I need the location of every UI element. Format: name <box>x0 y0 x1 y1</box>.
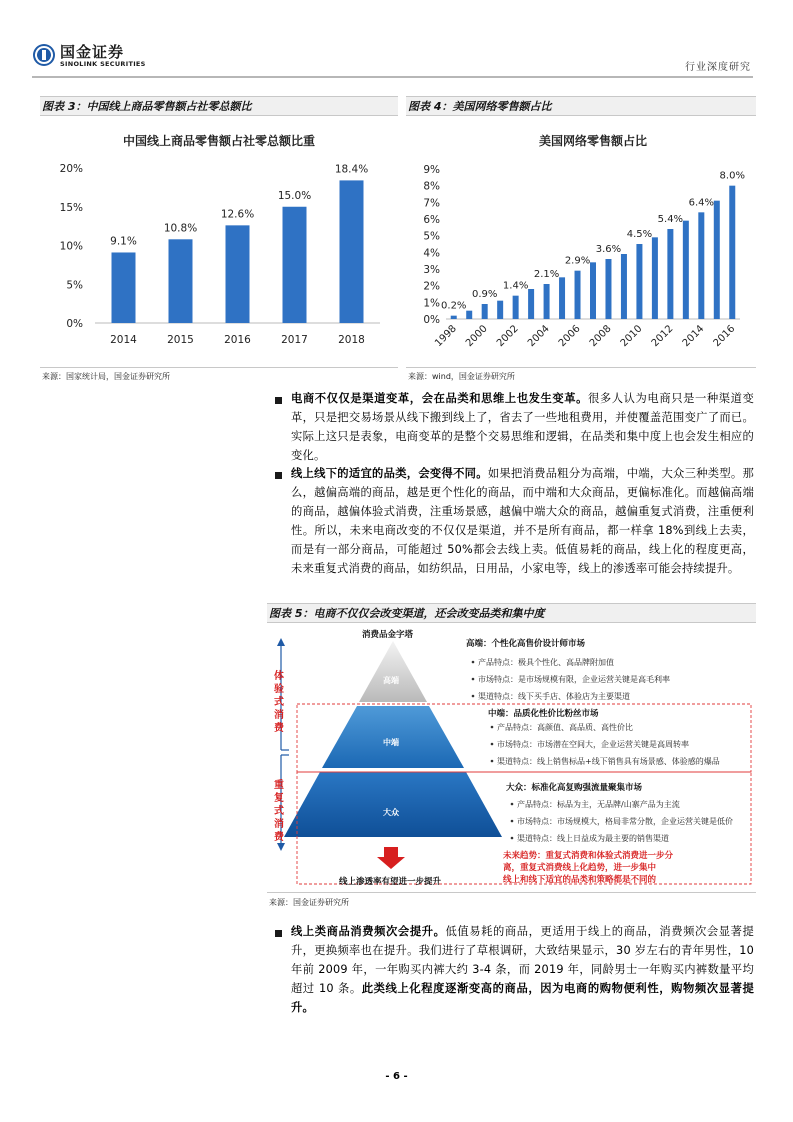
x-tick-label: 2008 <box>587 323 614 350</box>
y-tick-label: 15% <box>59 201 83 214</box>
figure5-caption: 图表 5：电商不仅仅会改变渠道，还会改变品类和集中度 <box>267 603 756 623</box>
mid-tier-heading: 中端：品质化性价比粉丝市场 <box>488 709 599 719</box>
bar <box>729 186 735 319</box>
data-label: 8.0% <box>719 170 745 182</box>
bar <box>544 284 550 319</box>
data-label: 18.4% <box>334 163 369 176</box>
x-tick-label: 2006 <box>556 323 583 350</box>
bar <box>590 262 596 319</box>
bar <box>636 244 642 319</box>
mid-tier-point-3: 渠道特点：线上销售标品+线下销售具有场景感、体验感的爆品 <box>497 757 720 766</box>
data-label: 6.4% <box>688 197 715 209</box>
y-tick-label: 9% <box>423 164 440 176</box>
figure5-source: 来源：国金证券研究所 <box>269 898 349 907</box>
y-tick-label: 0% <box>66 318 83 330</box>
x-tick-label: 2018 <box>338 334 365 346</box>
y-tick-label: 5% <box>423 230 440 243</box>
mid-tier-point-1: 产品特点：高颜值、高品质、高性价比 <box>497 723 633 732</box>
data-label: 15.0% <box>277 189 312 202</box>
x-tick-label: 2004 <box>525 323 552 350</box>
trend-line-2: 离，重复式消费线上化趋势，进一步集中 <box>503 863 657 873</box>
bar <box>559 277 565 319</box>
paragraph-2-lead: 线上线下的适宜的品类，会变得不同。 <box>291 467 488 480</box>
bar <box>714 201 720 319</box>
y-tick-label: 7% <box>423 197 440 210</box>
bar <box>112 252 136 323</box>
data-label: 9.1% <box>110 235 137 248</box>
paragraph-3-body: 低值易耗的商品，更适用于线上的商品，消费频次会显著提升，更换频率也在提升。我们进行了草根调研，大致结果显示，30 岁左右的青年男性，10 年前 2009 年，一年购买内裤大约 3-4 条，而 2019 年，同龄男士一年购买内裤数量平均超过 10 条。 <box>291 925 755 995</box>
sinolink-logo-icon <box>32 43 56 67</box>
mass-tier-point-3: 渠道特点：线上日益成为最主要的销售渠道 <box>517 834 669 843</box>
tier-mid-label: 中端 <box>383 738 399 747</box>
paragraph-3-lead: 线上类商品消费频次会提升。 <box>291 925 446 938</box>
high-tier-point-2: 市场特点：是市场规模有限，企业运营关键是高毛利率 <box>478 675 670 684</box>
y-tick-label: 1% <box>423 297 440 310</box>
trend-line-3: 线上和线下适宜的品类和策略都是不同的 <box>503 875 657 885</box>
pyramid-title: 消费品金字塔 <box>362 630 414 640</box>
y-tick-label: 4% <box>423 247 440 260</box>
bar <box>621 254 627 319</box>
x-tick-label: 2012 <box>649 323 676 350</box>
y-tick-label: 10% <box>59 240 83 253</box>
data-label: 4.5% <box>626 229 653 240</box>
pyramid-tier-mass <box>284 772 502 837</box>
trend-line-1: 未来趋势：重复式消费和体验式消费进一步分 <box>503 851 674 861</box>
paragraph-2 <box>291 464 754 578</box>
bar <box>683 221 689 319</box>
brand-name-cn: 国金证券 <box>60 43 125 61</box>
data-label: 0.2% <box>441 300 467 312</box>
data-label: 1.4% <box>502 280 529 292</box>
figure4-chart <box>406 120 756 365</box>
paragraph-1-body: 很多人认为电商只是一种渠道变革，只是把交易场景从线下搬到线上了，省去了一些地租费用，并使覆盖范围变广了而已。实际上这只是表象，电商变革的是整个交易思维和逻辑，在品类和集中度上也会发生相应的变化。 <box>291 392 754 462</box>
high-tier-heading: 高端：个性化高售价设计师市场 <box>466 639 586 649</box>
bar <box>283 207 307 323</box>
y-tick-label: 5% <box>66 279 83 292</box>
chart-title: 美国网络零售额占比 <box>538 134 648 148</box>
bar <box>667 229 673 319</box>
y-tick-label: 20% <box>59 163 83 175</box>
figure4-caption: 图表 4：美国网络零售额占比 <box>406 96 756 116</box>
brand-name-en: SINOLINK SECURITIES <box>60 60 146 68</box>
high-tier-point-1: 产品特点：极具个性化、高品牌附加值 <box>478 658 614 667</box>
page-number: - 6 - <box>385 1071 408 1082</box>
figure3-source: 来源：国家统计局，国金证券研究所 <box>42 372 170 381</box>
high-tier-point-3: 渠道特点：线下买手店、体验店为主要渠道 <box>478 692 630 701</box>
x-tick-label: 2016 <box>711 323 738 350</box>
experience-consumption-label: 体验式消费 <box>274 671 284 734</box>
penetration-label: 线上渗透率有望进一步提升 <box>339 877 442 887</box>
data-label: 12.6% <box>220 208 255 221</box>
x-tick-label: 2000 <box>464 323 490 350</box>
bar <box>169 239 193 323</box>
paragraph-2-body: 如果把消费品粗分为高端，中端，大众三种类型。那么，越偏高端的商品，越是更个性化的商品，而中端和大众商品，更偏标准化。而越偏高端的商品，越偏体验式消费，注重场景感，越偏中端大众的商品，越偏重复式消费，注重便利性。所以，未来电商改变的不仅仅是渠道，并不是所有商品，都一样拿 18%到线上去卖，而是有一部分商品，可能超过 50%都会去线上卖。低值易耗的商品，线上化的程度更高，未来重复式消费的商品，如纺织品，日用品，小家电等，线上的渗透率可能会持续提升。 <box>291 467 754 575</box>
pyramid-tier-high <box>359 641 427 702</box>
bar <box>513 296 519 319</box>
paragraph-1-lead: 电商不仅仅是渠道变革，会在品类和思维上也发生变革。 <box>291 392 589 405</box>
tier-mass-label: 大众 <box>383 808 399 817</box>
y-tick-label: 6% <box>423 214 440 226</box>
x-tick-label: 2014 <box>680 323 707 350</box>
paragraph-1 <box>291 389 754 465</box>
figure3-caption: 图表 3：中国线上商品零售额占社零总额比 <box>40 96 398 116</box>
mass-tier-point-1: 产品特点：标品为主，无品牌/山寨产品为主流 <box>517 800 680 809</box>
figure5-bottom-rule <box>267 892 756 893</box>
y-tick-label: 0% <box>423 314 440 326</box>
mid-tier-point-2: 市场特点：市场潜在空间大，企业运营关键是高周转率 <box>497 740 689 749</box>
bar <box>340 180 364 323</box>
data-label: 2.1% <box>533 269 560 280</box>
paragraph-3 <box>291 922 754 1017</box>
data-label: 0.9% <box>471 289 498 300</box>
mass-tier-heading: 大众：标准化高复购强流量聚集市场 <box>506 783 643 793</box>
data-label: 3.6% <box>595 244 622 255</box>
y-tick-label: 3% <box>423 264 440 276</box>
bullet-marker <box>275 930 282 937</box>
paragraph-3-conclusion: 此类线上化程度逐渐变高的商品，因为电商的购物便利性，购物频次显著提升。 <box>291 982 754 1014</box>
bar <box>226 225 250 323</box>
bar <box>698 212 704 319</box>
figure3-bottom-rule <box>40 367 398 368</box>
bullet-marker <box>275 472 282 479</box>
bar <box>451 316 457 319</box>
x-tick-label: 2016 <box>224 334 251 346</box>
data-label: 10.8% <box>163 222 198 235</box>
bar <box>528 289 534 319</box>
data-label: 2.9% <box>564 255 591 267</box>
header-divider <box>32 76 753 78</box>
penetration-down-arrow <box>377 847 405 869</box>
x-tick-label: 2014 <box>110 334 137 346</box>
chart-title: 中国线上商品零售额占社零总额比重 <box>122 134 316 148</box>
data-label: 5.4% <box>657 214 684 225</box>
bar <box>497 301 503 319</box>
bar <box>466 311 472 319</box>
y-tick-label: 2% <box>423 280 440 293</box>
bar <box>482 304 488 319</box>
y-tick-label: 8% <box>423 180 440 193</box>
repeat-consumption-label: 重复式消费 <box>274 780 284 843</box>
x-tick-label: 1998 <box>433 323 459 350</box>
report-section-label: 行业深度研究 <box>685 62 751 73</box>
bullet-marker <box>275 397 282 404</box>
figure4-bottom-rule <box>406 367 756 368</box>
x-tick-label: 2015 <box>167 334 194 346</box>
tier-high-label: 高端 <box>383 676 399 685</box>
bar <box>575 271 581 319</box>
x-tick-label: 2002 <box>494 323 521 350</box>
figure4-source: 来源：wind，国金证券研究所 <box>408 372 515 381</box>
x-tick-label: 2017 <box>281 334 308 346</box>
bar <box>652 237 658 319</box>
figure3-chart <box>40 120 398 365</box>
bar <box>605 259 611 319</box>
x-tick-label: 2010 <box>618 323 645 350</box>
mass-tier-point-2: 市场特点：市场规模大，格局非常分散，企业运营关键是低价 <box>517 817 733 826</box>
